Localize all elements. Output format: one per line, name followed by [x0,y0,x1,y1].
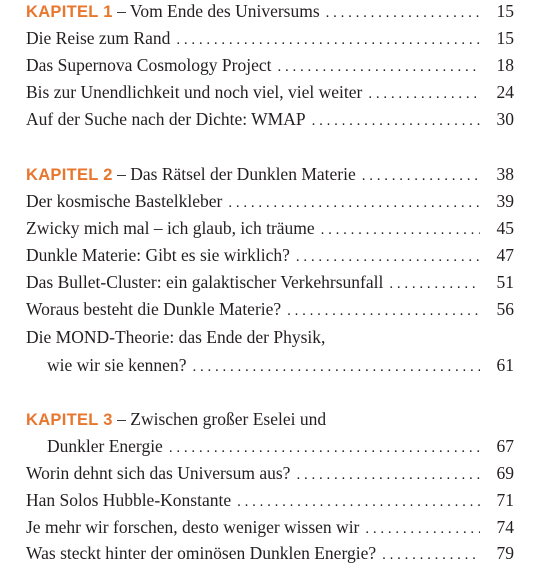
dot-leader [312,108,480,135]
entry-title: Die Reise zum Rand [26,28,171,48]
page-number: 61 [496,355,514,375]
dot-leader [382,542,480,569]
chapter-3-title: KAPITEL 3 – Zwischen großer Eselei und [26,409,327,429]
toc-entry-continuation[interactable] [47,352,514,379]
dot-leader [326,0,480,27]
toc-entry[interactable] [26,106,514,133]
chapter-3-heading[interactable] [26,406,514,433]
page-number: 79 [496,543,514,563]
chapter-2-title: KAPITEL 2 – Das Rätsel der Dunklen Materie [26,164,356,184]
toc-entry[interactable] [26,79,514,106]
entry-title-continuation: wie wir sie kennen? [47,355,187,375]
toc-entry[interactable] [26,25,514,52]
entry-title: Der kosmische Bastelkleber [26,191,223,211]
toc-entry[interactable] [26,188,514,215]
entry-title: Das Supernova Cosmology Project [26,55,272,75]
entry-title: Das Bullet-Cluster: ein galaktischer Verkehrsunfall [26,272,384,292]
dot-leader [237,489,480,516]
dot-leader [169,435,480,462]
chapter-3-title-continuation: Dunkler Energie [47,436,163,456]
toc-entry[interactable] [26,324,514,351]
entry-title: Woraus besteht die Dunkle Materie? [26,299,282,319]
page-number: 30 [496,109,514,129]
entry-title: Bis zur Unendlichkeit und noch viel, viel weiter [26,82,363,102]
dot-leader [389,271,480,298]
page-number: 45 [496,218,514,238]
chapter-2-label: KAPITEL 2 [26,166,113,184]
chapter-3-heading-continuation[interactable] [47,433,514,460]
entry-title: Auf der Suche nach der Dichte: WMAP [26,109,306,129]
entry-title: Zwicky mich mal – ich glaub, ich träume [26,218,315,238]
entry-title: Han Solos Hubble-Konstante [26,490,232,510]
dot-leader [321,217,480,244]
page-number: 74 [496,517,514,537]
page-number: 38 [496,164,514,184]
page-number: 15 [496,28,514,48]
toc-entry[interactable] [26,487,514,514]
page-number: 56 [496,299,514,319]
page-number: 51 [496,272,514,292]
page-number: 18 [496,55,514,75]
toc-entry[interactable] [26,269,514,296]
dot-leader [362,163,480,190]
entry-title: Je mehr wir forschen, desto weniger wissen wir [26,517,360,537]
entry-title: Die MOND-Theorie: das Ende der Physik, [26,327,326,347]
dot-leader [287,298,480,325]
dot-leader [176,27,480,54]
toc-entry[interactable] [26,460,514,487]
dot-leader [368,81,480,108]
chapter-3-label: KAPITEL 3 [26,411,113,429]
dot-leader [296,244,480,271]
page-number: 39 [496,191,514,211]
dot-leader [277,54,480,81]
entry-title: Was steckt hinter der ominösen Dunklen Energie? [26,543,377,563]
page-number: 67 [496,436,514,456]
toc-entry[interactable] [26,52,514,79]
page-number: 69 [496,463,514,483]
chapter-2-heading[interactable] [26,161,514,188]
toc-entry[interactable] [26,242,514,269]
chapter-1-title: KAPITEL 1 – Vom Ende des Universums [26,1,320,21]
toc-entry[interactable] [26,215,514,242]
entry-title: Dunkle Materie: Gibt es sie wirklich? [26,245,290,265]
toc-entry[interactable] [26,296,514,323]
page-number: 24 [496,82,514,102]
chapter-1-heading[interactable] [26,0,514,25]
toc-entry[interactable] [26,514,514,541]
page-number: 71 [496,490,514,510]
dot-leader [296,462,480,489]
chapter-1-label: KAPITEL 1 [26,3,113,21]
dot-leader [192,354,480,381]
page-number: 47 [496,245,514,265]
dot-leader [365,516,480,543]
toc-entry[interactable] [26,540,514,567]
page-number: 15 [496,1,514,21]
entry-title: Worin dehnt sich das Universum aus? [26,463,291,483]
dot-leader [228,190,480,217]
